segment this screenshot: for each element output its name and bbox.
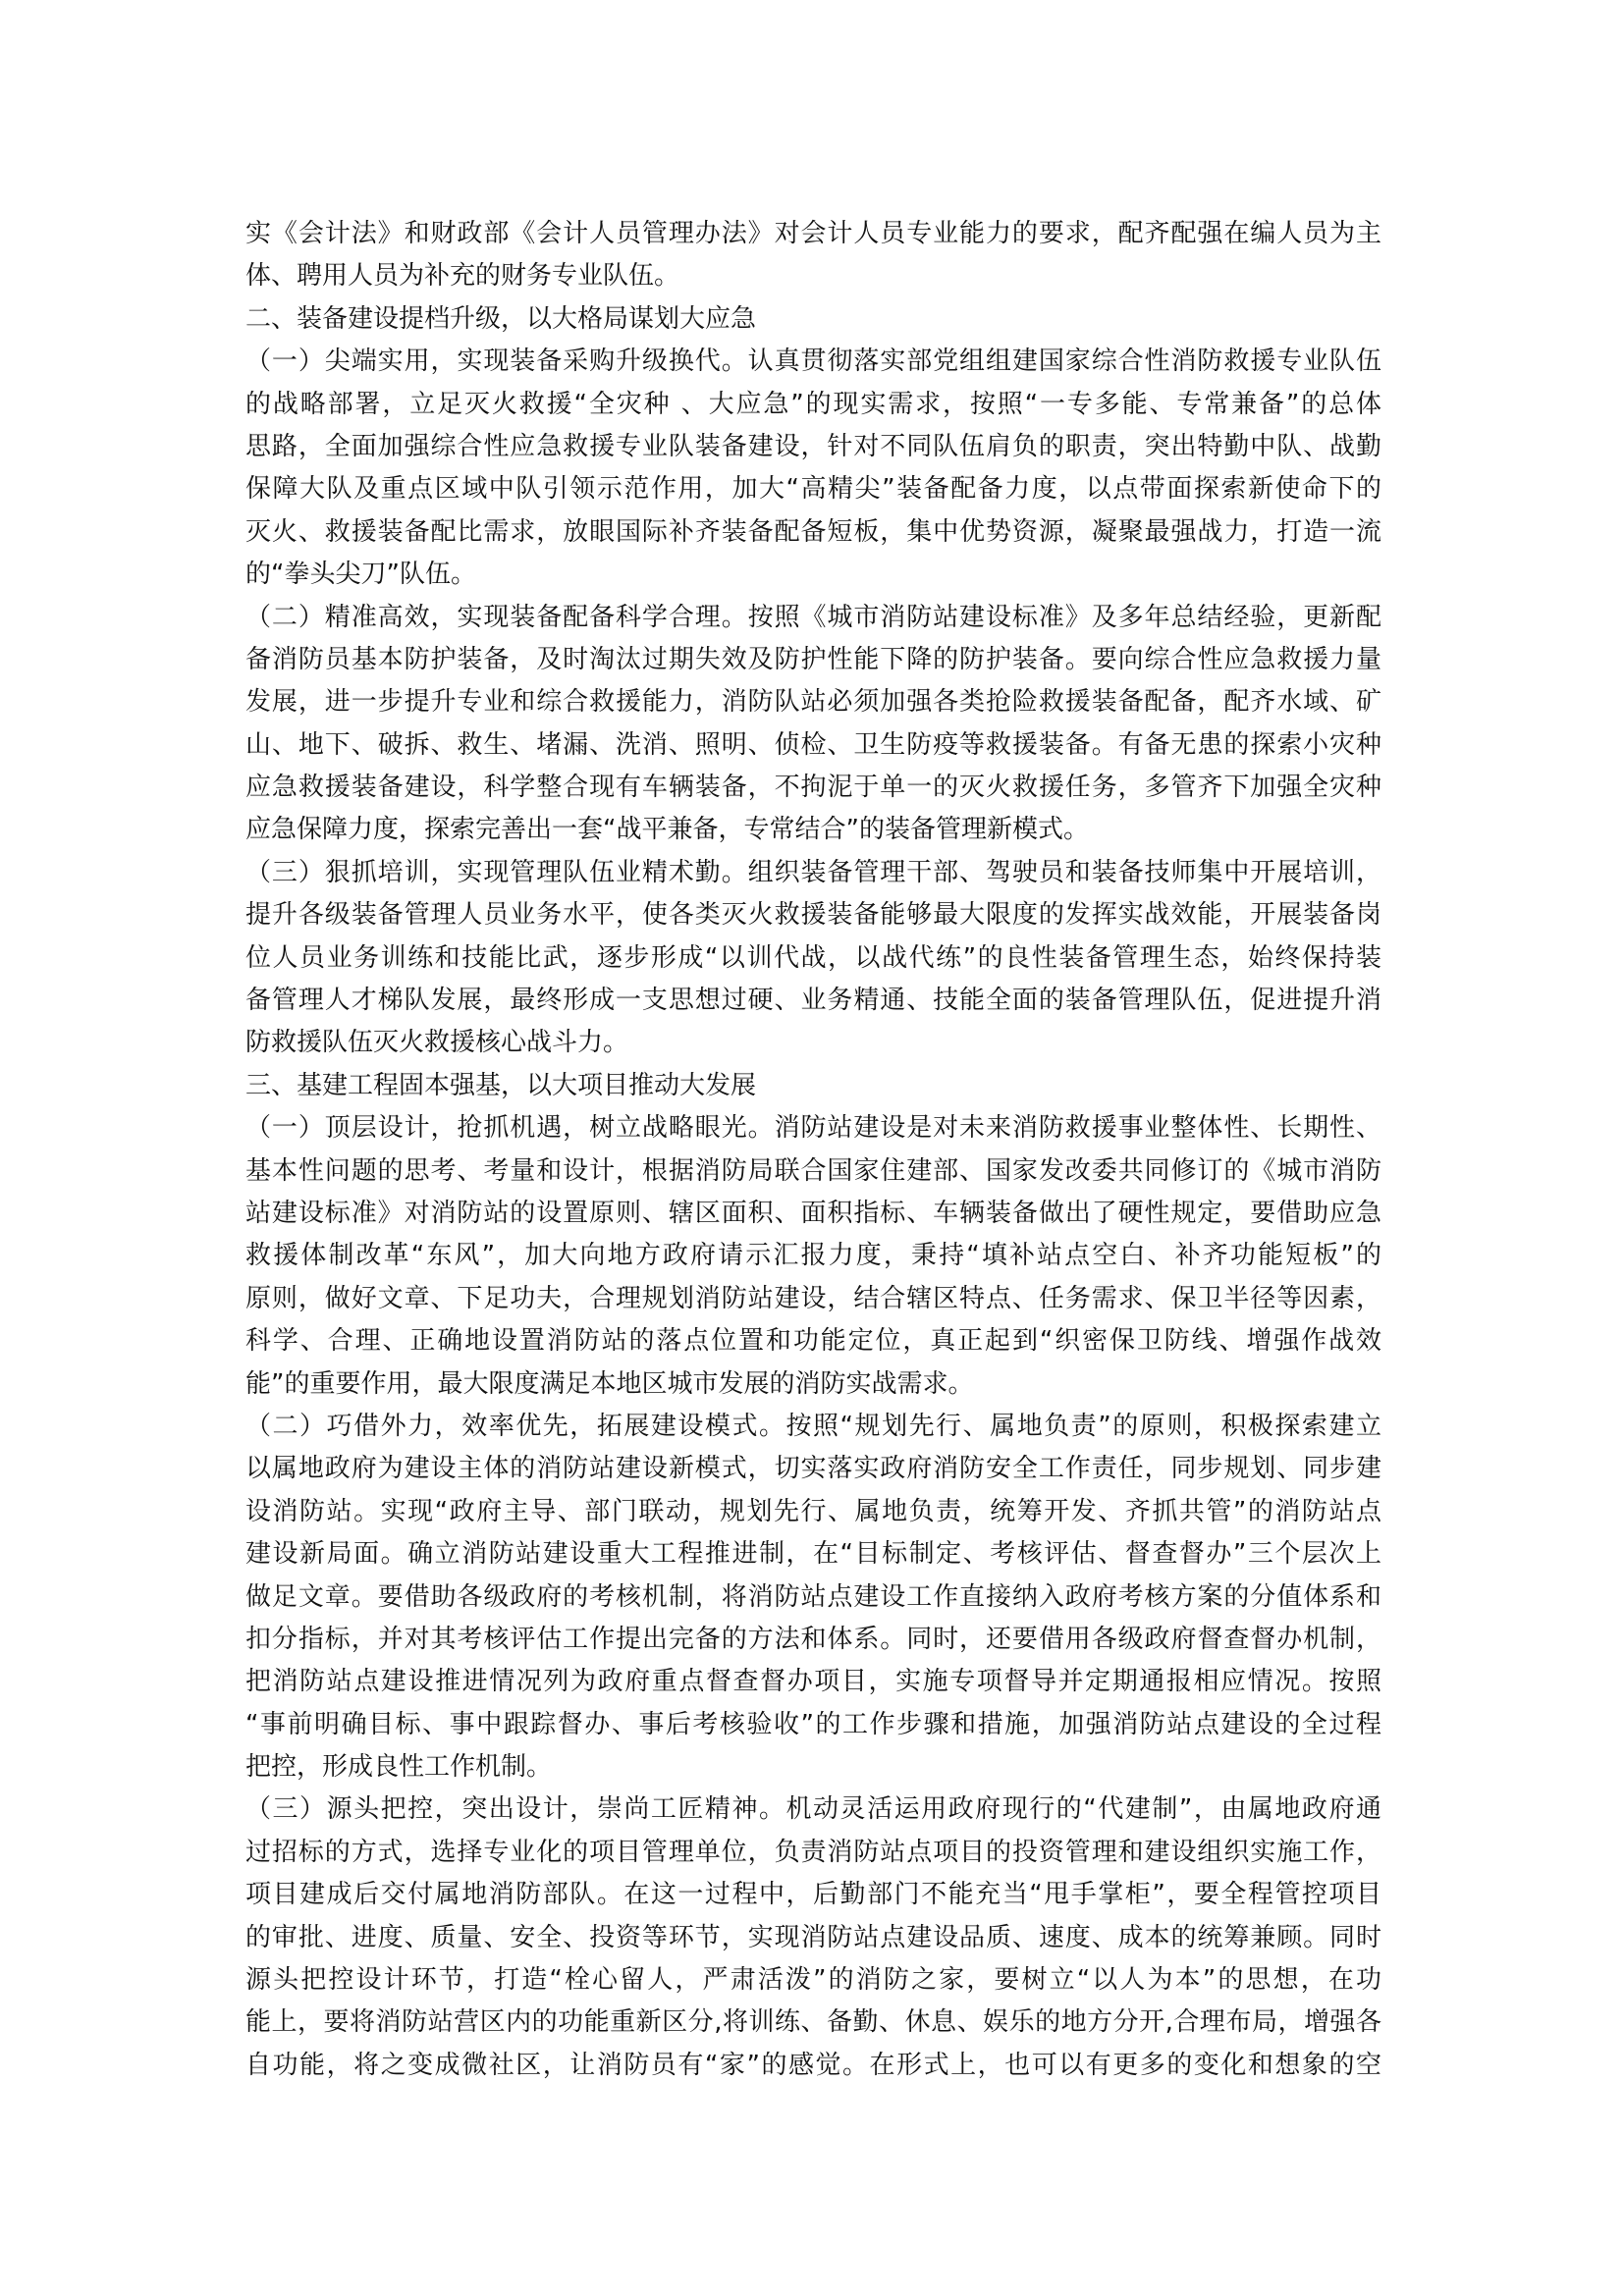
text-line: 应急救援装备建设，科学整合现有车辆装备，不拘泥于单一的灭火救援任务，多管齐下加强全灾种 (245, 773, 1381, 803)
text-line: 自功能，将之变成微社区，让消防员有“家”的感觉。在形式上，也可以有更多的变化和想象的空 (245, 2050, 1381, 2080)
text-line: 灭火、救援装备配比需求，放眼国际补齐装备配备短板，集中优势资源，凝聚最强战力，打造一流 (245, 516, 1381, 547)
text-line: （二）精准高效，实现装备配备科学合理。按照《城市消防站建设标准》及多年总结经验，更新配 (245, 602, 1381, 632)
text-line: 能上，要将消防站营区内的功能重新区分,将训练、备勤、休息、娱乐的地方分开,合理布局，增强各 (245, 2007, 1381, 2038)
text-line: 备管理人才梯队发展，最终形成一支思想过硬、业务精通、技能全面的装备管理队伍，促进提升消 (245, 986, 1381, 1016)
text-line: 以属地政府为建设主体的消防站建设新模式，切实落实政府消防安全工作责任，同步规划、同步建 (245, 1454, 1381, 1484)
text-line: （二）巧借外力，效率优先，拓展建设模式。按照“规划先行、属地负责”的原则，积极探索建立 (245, 1411, 1381, 1441)
text-line: 项目建成后交付属地消防部队。在这一过程中，后勤部门不能充当“甩手掌柜”，要全程管控项目 (245, 1880, 1381, 1910)
text-line: 站建设标准》对消防站的设置原则、辖区面积、面积指标、车辆装备做出了硬性规定，要借助应急 (245, 1198, 1381, 1228)
text-line: 扣分指标，并对其考核评估工作提出完备的方法和体系。同时，还要借用各级政府督查督办机制， (245, 1624, 1381, 1654)
text-line: 能”的重要作用，最大限度满足本地区城市发展的消防实战需求。 (245, 1368, 974, 1399)
text-line: 应急保障力度，探索完善出一套“战平兼备，专常结合”的装备管理新模式。 (245, 815, 1089, 845)
text-line: 保障大队及重点区域中队引领示范作用，加大“高精尖”装备配备力度，以点带面探索新使命下的 (245, 474, 1381, 505)
text-line: 思路，全面加强综合性应急救援专业队装备建设，针对不同队伍肩负的职责，突出特勤中队、战勤 (245, 431, 1381, 461)
text-line: 救援体制改革“东风”，加大向地方政府请示汇报力度，秉持“填补站点空白、补齐功能短板”的 (245, 1241, 1381, 1271)
text-line: 提升各级装备管理人员业务水平，使各类灭火救援装备能够最大限度的发挥实战效能，开展装备岗 (245, 900, 1381, 931)
text-line: 科学、合理、正确地设置消防站的落点位置和功能定位，真正起到“织密保卫防线、增强作战效 (245, 1326, 1381, 1357)
text-line: 位人员业务训练和技能比武，逐步形成“以训代战，以战代练”的良性装备管理生态，始终保持装 (245, 942, 1381, 973)
text-line: （三）狠抓培训，实现管理队伍业精术勤。组织装备管理干部、驾驶员和装备技师集中开展培训， (245, 857, 1381, 887)
text-line: （一）顶层设计，抢抓机遇，树立战略眼光。消防站建设是对未来消防救援事业整体性、长期性、 (245, 1113, 1381, 1144)
text-line: 过招标的方式，选择专业化的项目管理单位，负责消防站点项目的投资管理和建设组织实施工作， (245, 1837, 1381, 1867)
text-line: 实《会计法》和财政部《会计人员管理办法》对会计人员专业能力的要求，配齐配强在编人员为主 (245, 219, 1381, 248)
text-line: 的“拳头尖刀”队伍。 (245, 560, 476, 590)
text-line: （三）源头把控，突出设计，崇尚工匠精神。机动灵活运用政府现行的“代建制”，由属地政府通 (245, 1794, 1381, 1825)
text-line: （一）尖端实用，实现装备采购升级换代。认真贯彻落实部党组组建国家综合性消防救援专业队伍 (245, 347, 1381, 377)
text-line: 源头把控设计环节，打造“栓心留人，严肃活泼”的消防之家，要树立“以人为本”的思想，在功 (245, 1965, 1381, 1996)
text-line: 设消防站。实现“政府主导、部门联动，规划先行、属地负责，统筹开发、齐抓共管”的消防站点 (245, 1496, 1381, 1526)
text-line: 备消防员基本防护装备，及时淘汰过期失效及防护性能下降的防护装备。要向综合性应急救援力量 (245, 644, 1381, 674)
text-line: 把消防站点建设推进情况列为政府重点督查督办项目，实施专项督导并定期通报相应情况。按照 (245, 1667, 1381, 1697)
text-line: “事前明确目标、事中跟踪督办、事后考核验收”的工作步骤和措施，加强消防站点建设的全过程 (245, 1709, 1381, 1739)
text-line: 做足文章。要借助各级政府的考核机制，将消防站点建设工作直接纳入政府考核方案的分值体系和 (245, 1581, 1381, 1612)
section-heading: 二、装备建设提档升级，以大格局谋划大应急 (245, 303, 757, 334)
text-line: 建设新局面。确立消防站建设重大工程推进制，在“目标制定、考核评估、督查督办”三个层次上 (245, 1539, 1381, 1570)
text-line: 原则，做好文章、下足功夫，合理规划消防站建设，结合辖区特点、任务需求、保卫半径等因素， (245, 1283, 1381, 1313)
section-heading: 三、基建工程固本强基，以大项目推动大发展 (245, 1070, 757, 1100)
text-line: 体、聘用人员为补充的财务专业队伍。 (245, 261, 680, 292)
text-line: 把控，形成良性工作机制。 (245, 1752, 553, 1783)
document-body (245, 213, 1381, 2087)
text-line: 山、地下、破拆、救生、堵漏、洗消、照明、侦检、卫生防疫等救援装备。有备无患的探索小灾种 (245, 729, 1381, 760)
text-line: 基本性问题的思考、考量和设计，根据消防局联合国家住建部、国家发改委共同修订的《城市消防 (245, 1155, 1381, 1186)
text-line: 发展，进一步提升专业和综合救援能力，消防队站必须加强各类抢险救援装备配备，配齐水域、矿 (245, 687, 1381, 718)
text-line: 的战略部署，立足灭火救援“全灾种 、大应急”的现实需求，按照“一专多能、专常兼备”的总体 (245, 389, 1381, 419)
text-line: 防救援队伍灭火救援核心战斗力。 (245, 1028, 629, 1058)
text-line: 的审批、进度、质量、安全、投资等环节，实现消防站点建设品质、速度、成本的统筹兼顾。同时 (245, 1922, 1381, 1952)
